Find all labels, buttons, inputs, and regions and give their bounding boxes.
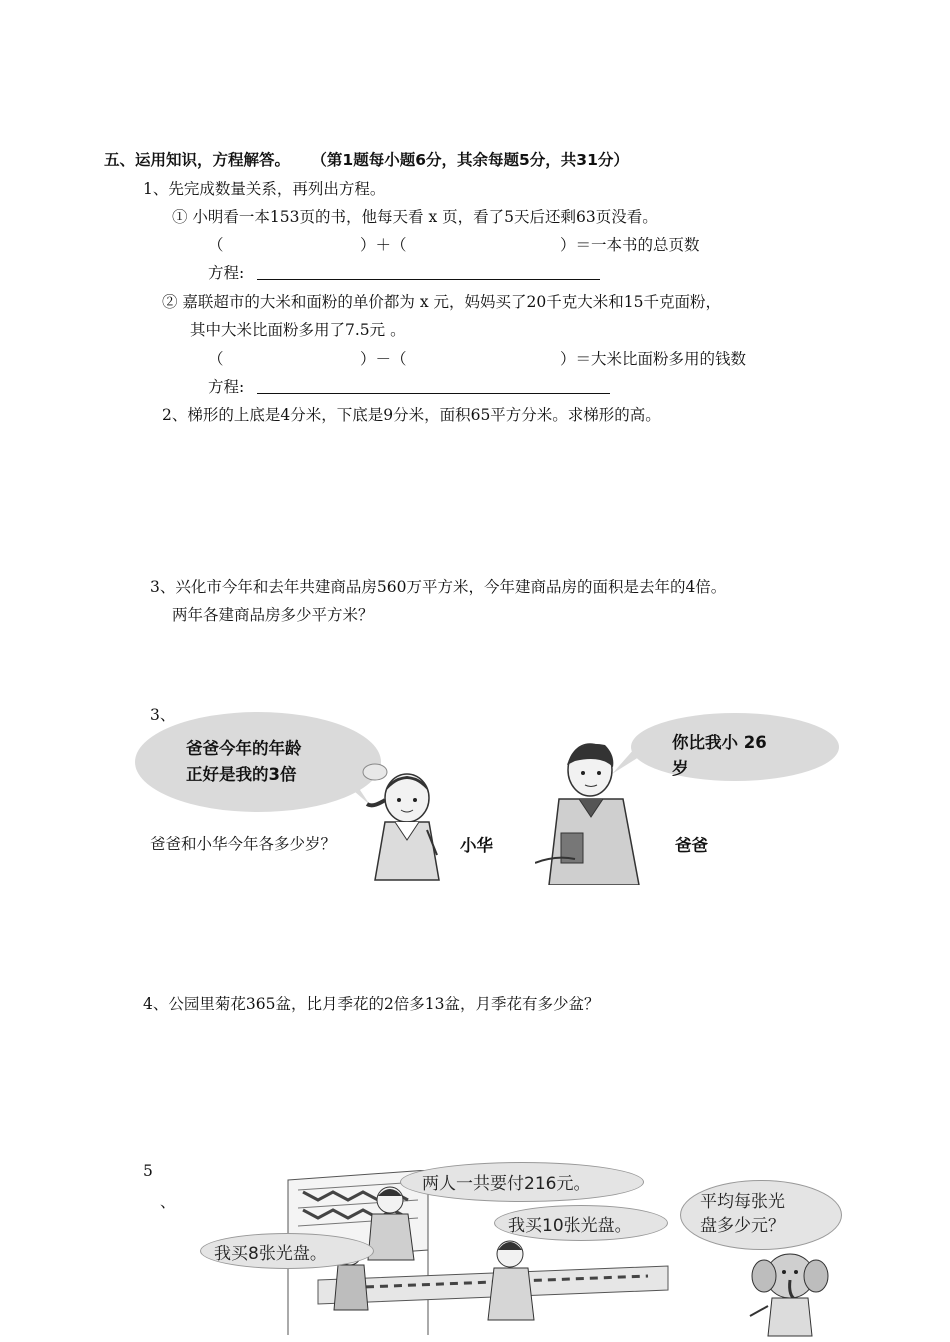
q1-sub2-text2: 其中大米比面粉多用了7.5元 。 (190, 321, 406, 339)
dad-name-label: 爸爸 (675, 836, 708, 855)
q5-label-num: 5 (143, 1162, 153, 1180)
q1-sub2-blank-open: （ (208, 350, 224, 368)
q1-intro: 1、先完成数量关系，再列出方程。 (143, 180, 386, 198)
section-title: 五、运用知识，方程解答。 (104, 151, 291, 169)
girl-bubble-line1: 爸爸今年的年龄 (186, 739, 302, 758)
q1-sub2-relation: ）＝大米比面粉多用的钱数 (560, 350, 747, 368)
girl-illustration (355, 760, 455, 885)
q1-sub1-equation-line (257, 279, 600, 280)
dad-bubble-line2: 岁 (672, 759, 689, 778)
q1-sub2-equation-line (257, 393, 610, 394)
q3a-line2: 两年各建商品房多少平方米？ (172, 606, 374, 624)
q3b-label: 3、 (150, 706, 176, 724)
q1-sub2-equation-label: 方程: (208, 378, 245, 396)
q1-sub1-blank-open: （ (208, 236, 224, 254)
girl-name-label: 小华 (460, 836, 493, 855)
q2-text: 2、梯形的上底是4分米，下底是9分米，面积65平方分米。求梯形的高。 (162, 406, 661, 424)
q3b-question: 爸爸和小华今年各多少岁？ (150, 835, 337, 853)
q1-sub1-equation-label: 方程: (208, 264, 245, 282)
total-price-text: 两人一共要付216元。 (422, 1174, 591, 1194)
girl-bubble-text: 我买8张光盘。 (214, 1244, 327, 1264)
q1-sub1-relation: ）＝一本书的总页数 (560, 236, 700, 254)
dad-bubble-line1: 你比我小 26 (672, 733, 767, 752)
q1-sub1-blank-operator: ）＋（ (360, 236, 407, 254)
section-score-note: （第1题每小题6分，其余每题5分，共31分） (311, 151, 629, 169)
q1-sub2-text1: ② 嘉联超市的大米和面粉的单价都为 x 元，妈妈买了20千克大米和15千克面粉， (162, 293, 721, 311)
girl-bubble-line2: 正好是我的3倍 (186, 765, 297, 784)
elephant-bubble-line2: 盘多少元？ (700, 1216, 785, 1236)
dad-illustration (535, 735, 650, 885)
q1-sub1-text: ① 小明看一本153页的书，他每天看 x 页，看了5天后还剩63页没看。 (172, 208, 658, 226)
elephant-bubble-line1: 平均每张光 (700, 1192, 785, 1212)
q1-sub2-blank-operator: ）－（ (360, 350, 407, 368)
q4-text: 4、公园里菊花365盆，比月季花的2倍多13盆，月季花有多少盆？ (143, 995, 600, 1013)
q5-label-mark: 、 (160, 1193, 176, 1211)
q3a-line1: 3、兴化市今年和去年共建商品房560万平方米，今年建商品房的面积是去年的4倍。 (150, 578, 727, 596)
boy-bubble-text: 我买10张光盘。 (508, 1216, 632, 1236)
elephant-illustration (740, 1246, 840, 1340)
